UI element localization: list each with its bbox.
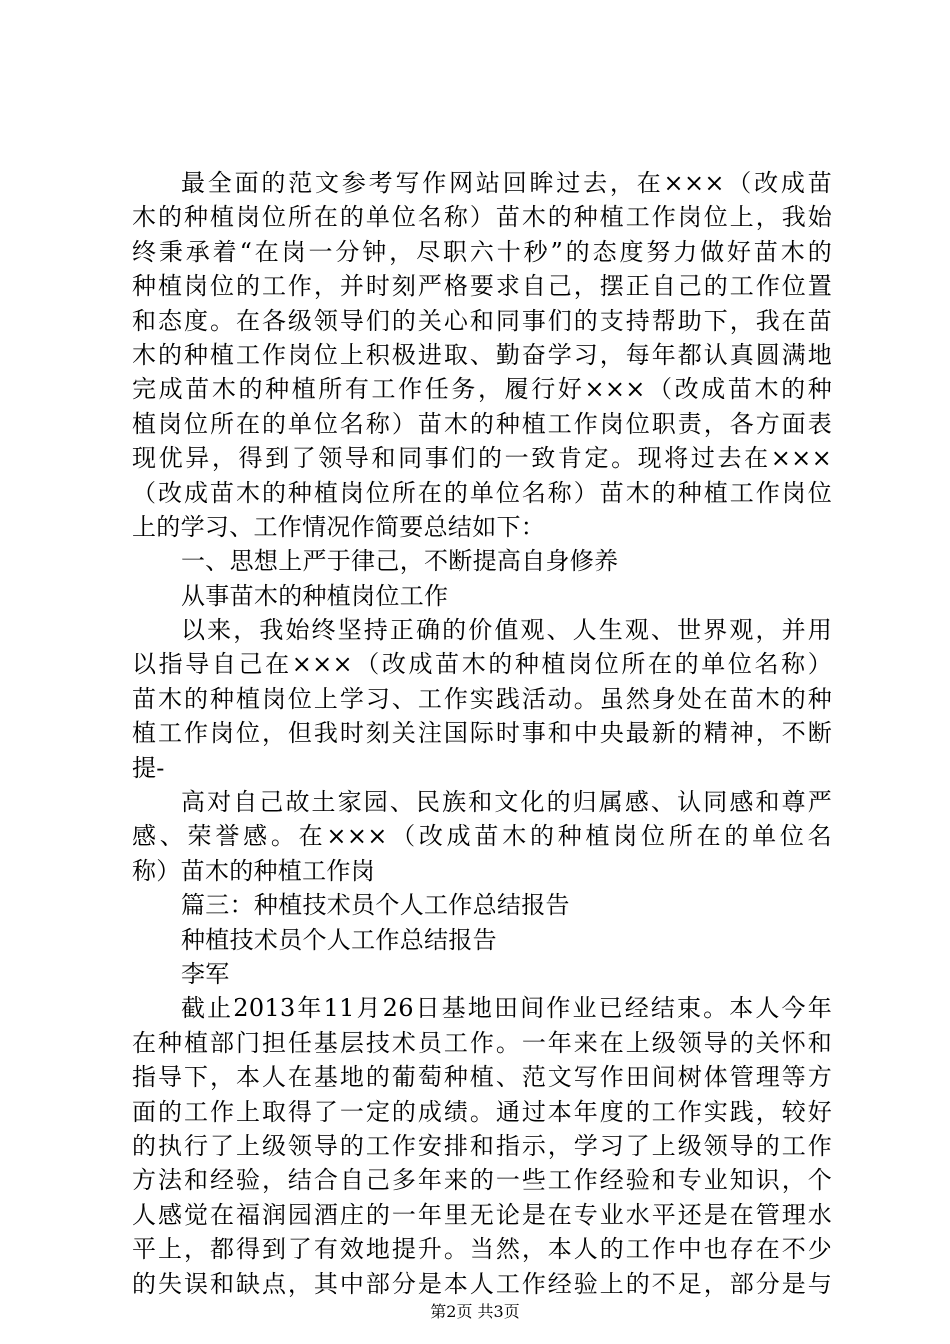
text-line: 木的种植岗位所在的单位名称）苗木的种植工作岗位上，我始 [132,203,832,232]
text-line: 面的工作上取得了一定的成绩。通过本年度的工作实践，较好 [132,1097,832,1126]
text-line: 在种植部门担任基层技术员工作。一年来在上级领导的关怀和 [132,1028,832,1057]
report-title: 种植技术员个人工作总结报告 [181,925,497,954]
chapter-heading: 篇三：种植技术员个人工作总结报告 [181,891,570,920]
text-line: 从事苗木的种植岗位工作 [181,581,449,610]
text-line: 平上，都得到了有效地提升。当然，本人的工作中也存在不少 [132,1235,832,1264]
text-line: 指导下，本人在基地的葡萄种植、范文写作田间树体管理等方 [132,1063,832,1092]
text-line: 以来，我始终坚持正确的价值观、人生观、世界观，并用 [181,616,832,645]
text-line: 的失误和缺点，其中部分是本人工作经验上的不足，部分是与 [132,1269,832,1298]
text-line: 完成苗木的种植所有工作任务，履行好×××（改成苗木的种 [132,375,832,404]
section-heading: 一、思想上严于律己，不断提高自身修养 [181,547,619,576]
text-line: （改成苗木的种植岗位所在的单位名称）苗木的种植工作岗位 [132,478,832,507]
text-line: 木的种植工作岗位上积极进取、勤奋学习，每年都认真圆满地 [132,340,832,369]
text-line: 方法和经验，结合自己多年来的一些工作经验和专业知识，个 [132,1166,832,1195]
text-line: 最全面的范文参考写作网站回眸过去，在×××（改成苗 [181,169,832,197]
author-name: 李军 [181,959,230,988]
text-line: 终秉承着“在岗一分钟，尽职六十秒”的态度努力做好苗木的 [132,237,832,266]
text-line: 种植岗位的工作，并时刻严格要求自己，摆正自己的工作位置 [132,272,832,301]
text-line: 以指导自己在×××（改成苗木的种植岗位所在的单位名称） [132,650,832,679]
text-line: 截止2013年11月26日基地田间作业已经结束。本人今年 [181,994,832,1023]
text-line: 植岗位所在的单位名称）苗木的种植工作岗位职责，各方面表 [132,409,832,438]
text-line: 植工作岗位，但我时刻关注国际时事和中央最新的精神，不断 [132,719,832,748]
text-line: 提- [132,753,165,782]
text-line: 苗木的种植岗位上学习、工作实践活动。虽然身处在苗木的种 [132,684,832,713]
text-line: 现优异，得到了领导和同事们的一致肯定。现将过去在××× [132,444,832,473]
page-number-footer: 第2页 共3页 [430,1302,520,1321]
text-line: 的执行了上级领导的工作安排和指示，学习了上级领导的工作 [132,1131,832,1160]
text-line: 高对自己故土家园、民族和文化的归属感、认同感和尊严 [181,788,832,817]
text-line: 和态度。在各级领导们的关心和同事们的支持帮助下，我在苗 [132,306,832,335]
document-body [132,166,832,1301]
text-line: 感、荣誉感。在×××（改成苗木的种植岗位所在的单位名 [132,822,832,851]
text-line: 称）苗木的种植工作岗 [132,856,375,885]
text-line: 人感觉在福润园酒庄的一年里无论是在专业水平还是在管理水 [132,1200,832,1229]
text-line: 上的学习、工作情况作简要总结如下： [132,512,546,541]
